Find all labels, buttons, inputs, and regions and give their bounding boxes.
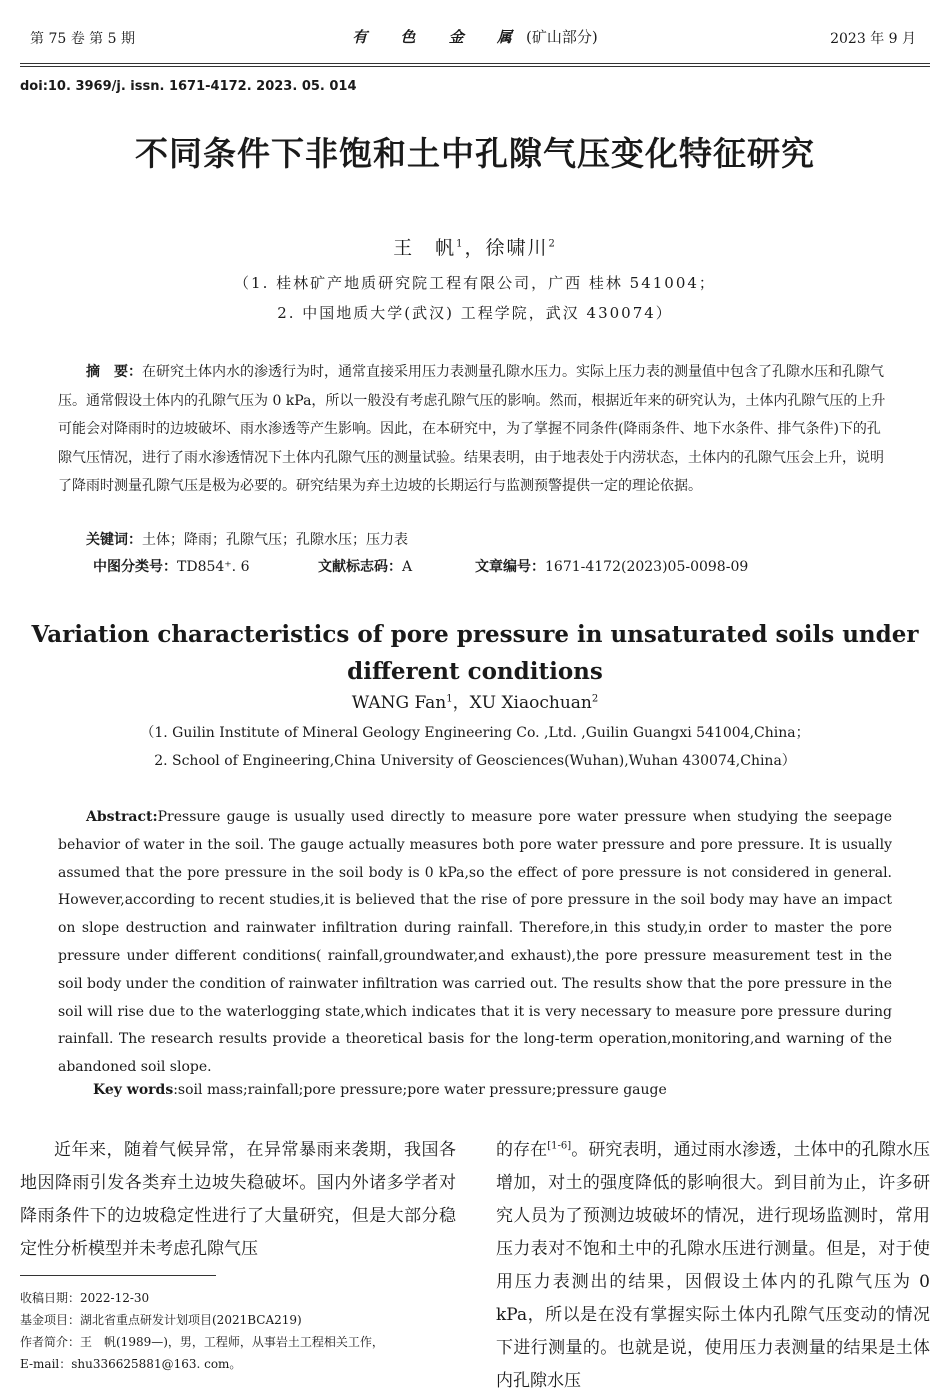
header-rule-bottom xyxy=(20,66,930,67)
keywords-cn-label: 关键词： xyxy=(86,532,142,548)
journal-main-title: 有 色 金 属 xyxy=(352,28,526,46)
keywords-cn-text: 土体；降雨；孔隙气压；孔隙水压；压力表 xyxy=(142,532,408,548)
author-2-affil: 2 xyxy=(548,238,557,250)
affiliation-en-1: （1. Guilin Institute of Mineral Geology Engineering Co. ,Ltd. ,Guilin Guangxi 541004,China； xyxy=(140,725,810,741)
document-code xyxy=(318,556,412,576)
doc-code-label: 文献标志码： xyxy=(318,559,402,575)
author-1: 王 帆 xyxy=(393,237,457,259)
footnote-rule xyxy=(20,1275,216,1276)
affiliation-1: （1. 桂林矿产地质研究院工程有限公司，广西 桂林 541004； xyxy=(234,274,716,292)
body-column-right xyxy=(496,1134,930,1398)
abstract-cn-text: 在研究土体内水的渗透行为时，通常直接采用压力表测量孔隙水压力。实际上压力表的测量值中包含了孔隙水压和孔隙气压。通常假设土体内的孔隙气压为 0 kPa，所以一般没有考虑孔隙气压的影响。然而，根据近年来的研究认为，土体内孔隙气压的上升可能会对降雨时的边坡破坏、雨水渗透等产生影响。因此，在本研究中，为了掌握不同条件(降雨条件、地下水条件、排气条件)下的孔隙气压情况，进行了雨水渗透情况下土体内孔隙气压的测量试验。结果表明，由于地表处于内涝状态，土体内的孔隙气压会上升，说明了降雨时测量孔隙气压是极为必要的。研究结果为弃土边坡的长期运行与监测预警提供一定的理论依据。 xyxy=(58,364,886,494)
authors-en xyxy=(0,688,950,713)
journal-name xyxy=(20,26,930,47)
authors xyxy=(0,233,950,260)
article-number-value: 1671-4172(2023)05-0098-09 xyxy=(545,559,749,575)
body-paragraph-continued xyxy=(496,1134,930,1398)
keywords-en-label: Key words xyxy=(93,1082,174,1098)
author-2: 徐啸川 xyxy=(485,237,549,259)
clc-value: TD854⁺. 6 xyxy=(177,559,250,575)
keywords-cn xyxy=(58,526,892,555)
paper-title: 不同条件下非饱和土中孔隙气压变化特征研究 xyxy=(135,134,815,173)
paper-title-en xyxy=(0,616,950,690)
volume-issue: 第 75 卷 第 5 期 xyxy=(30,31,135,47)
citation: [1-6] xyxy=(547,1140,572,1152)
clc-number xyxy=(93,556,249,576)
header-rule-top xyxy=(20,63,930,64)
body-paragraph: 近年来，随着气候异常，在异常暴雨来袭期，我国各地因降雨引发各类弃土边坡失稳破坏。国内外诸多学者对降雨条件下的边坡稳定性进行了大量研究，但是大部分稳定性分析模型并未考虑孔隙气压 xyxy=(20,1140,456,1259)
author-en-separator: ， xyxy=(452,693,470,713)
body-column-left xyxy=(20,1134,456,1266)
abstract-en-label: Abstract: xyxy=(86,809,158,825)
paper-title-en-text: Variation characteristics of pore pressure in unsaturated soils under different conditions xyxy=(31,621,919,685)
affiliation-2: 2. 中国地质大学(武汉) 工程学院，武汉 430074） xyxy=(277,304,673,322)
fund-project: 基金项目：湖北省重点研发计划项目(2021BCA219) xyxy=(20,1313,302,1327)
author-bio: 作者简介：王 帆(1989—)，男，工程师，从事岩土工程相关工作， xyxy=(20,1335,384,1349)
footnotes xyxy=(20,1287,460,1375)
issue-date: 2023 年 9 月 xyxy=(830,31,916,47)
author-1-affil: 1 xyxy=(456,238,465,250)
body-text-start: 的存在 xyxy=(496,1140,548,1160)
author-1-en-affil: 1 xyxy=(446,693,453,705)
article-number xyxy=(475,556,748,576)
abstract-cn-label: 摘 要： xyxy=(86,364,142,380)
affiliation-en-2: 2. School of Engineering,China University of Geosciences(Wuhan),Wuhan 430074,China） xyxy=(154,753,796,769)
keywords-en xyxy=(93,1082,667,1098)
clc-label: 中图分类号： xyxy=(93,559,177,575)
abstract-cn xyxy=(58,358,892,501)
author-1-en: WANG Fan xyxy=(351,693,447,713)
author-email: E-mail：shu336625881@163. com。 xyxy=(20,1357,242,1371)
running-header xyxy=(20,26,930,54)
received-date: 收稿日期：2022-12-30 xyxy=(20,1291,150,1305)
author-separator: ， xyxy=(464,237,486,259)
abstract-en xyxy=(58,804,892,1082)
keywords-en-text: :soil mass;rainfall;pore pressure;pore water pressure;pressure gauge xyxy=(173,1082,667,1098)
author-2-en: XU Xiaochuan xyxy=(469,693,592,713)
body-text-rest: 。研究表明，通过雨水渗透，土体中的孔隙水压增加，对土的强度降低的影响很大。到目前为止，许多研究人员为了预测边坡破坏的情况，进行现场监测时，常用压力表对不饱和土中的孔隙水压进行测量。但是，对于使用压力表测出的结果，因假设土体内的孔隙气压为 0 kPa，所以是在没有掌握实际土体内孔隙气压变动的情况下进行测量的。也就是说，使用压力表测量的结果是土体内孔隙水压 xyxy=(496,1140,931,1391)
doc-code-value: A xyxy=(402,559,413,575)
article-number-label: 文章编号： xyxy=(475,559,545,575)
author-2-en-affil: 2 xyxy=(591,693,599,705)
journal-subtitle: (矿山部分) xyxy=(525,28,598,46)
abstract-en-text: Pressure gauge is usually used directly to measure pore water pressure when studying the seepage behavior of water in the soil. The gauge actually measures both pore water pressure and pore pressure. It is usually assumed that the pore pressure in the soil body is 0 kPa,so the effect of pore pressure is not considered in general. However,according to recent studies,it is believed that the rise of pore pressure in the soil body may have an impact on slope destruction and rainwater infiltration during rainfall. Therefore,in this study,in order to master the pore pressure under different conditions( rainfall,groundwater,and exhaust),the pore pressure measurement test in the soil body under the condition of rainwater infiltration was carried out. The results show that the pore pressure in the soil will rise due to the waterlogging state,which indicates that it is very necessary to measure pore pressure during rainfall. The research results provide a theoretical basis for the long-term operation,monitoring,and warning of the abandoned soil slope. xyxy=(58,809,892,1076)
doi: doi:10. 3969/j. issn. 1671-4172. 2023. 05. 014 xyxy=(20,79,357,94)
